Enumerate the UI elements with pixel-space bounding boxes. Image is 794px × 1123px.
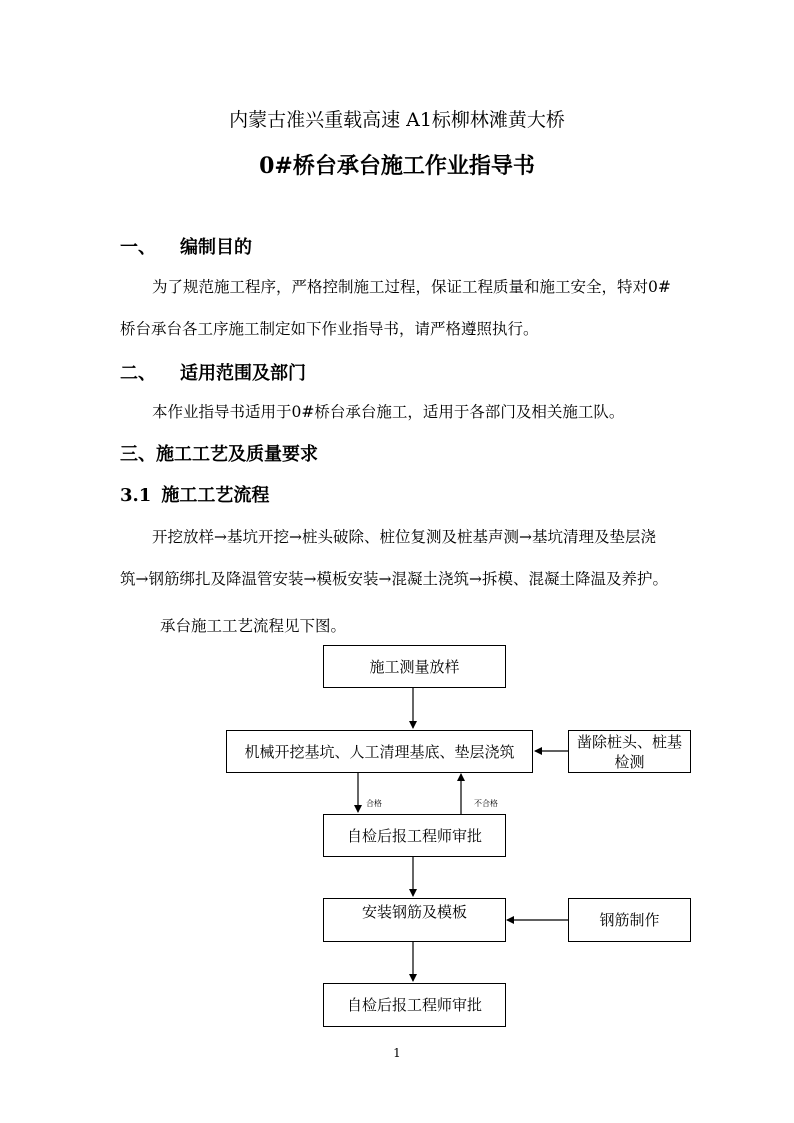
flow-box-excavation: 机械开挖基坑、人工清理基底、垫层浇筑: [226, 730, 533, 773]
flow-box-self-check-approval-2: 自检后报工程师审批: [323, 983, 506, 1027]
flow-box-rebar-fabrication: 钢筋制作: [568, 898, 691, 942]
section-2-title: 适用范围及部门: [180, 363, 306, 384]
section-1-paragraph-line-1: 为了规范施工程序，严格控制施工过程，保证工程质量和施工安全，特对0#: [152, 278, 671, 296]
flow-box-install-rebar-formwork: 安装钢筋及模板: [323, 898, 506, 942]
section-1-number: 一、: [120, 237, 156, 258]
section-3-heading: 三、施工工艺及质量要求: [120, 444, 318, 465]
page-number: 1: [393, 1046, 401, 1060]
flow-label-pass: 合格: [366, 799, 382, 808]
section-2-paragraph: 本作业指导书适用于0#桥台承台施工，适用于各部门及相关施工队。: [152, 403, 625, 421]
document-subtitle: 内蒙古准兴重载高速 A1标柳林滩黄大桥: [229, 109, 565, 131]
flow-box-pile-head-removal: 凿除桩头、桩基检测: [568, 730, 691, 773]
flow-box-self-check-approval-1: 自检后报工程师审批: [323, 814, 506, 857]
document-title: 0#桥台承台施工作业指导书: [259, 153, 535, 179]
flowchart-intro: 承台施工工艺流程见下图。: [160, 617, 347, 635]
section-3-paragraph-line-1: 开挖放样→基坑开挖→桩头破除、桩位复测及桩基声测→基坑清理及垫层浇: [152, 528, 656, 546]
section-3-paragraph-line-2: 筑→钢筋绑扎及降温管安装→模板安装→混凝土浇筑→拆模、混凝土降温及养护。: [120, 570, 668, 588]
subsection-3-1-title: 施工工艺流程: [161, 485, 270, 506]
section-1-paragraph-line-2: 桥台承台各工序施工制定如下作业指导书，请严格遵照执行。: [120, 320, 539, 338]
flow-label-fail: 不合格: [474, 799, 498, 808]
section-2-number: 二、: [120, 363, 156, 384]
subsection-3-1-number: 3.1: [120, 485, 152, 506]
section-1-title: 编制目的: [180, 237, 252, 258]
flow-box-survey-layout: 施工测量放样: [323, 645, 506, 688]
